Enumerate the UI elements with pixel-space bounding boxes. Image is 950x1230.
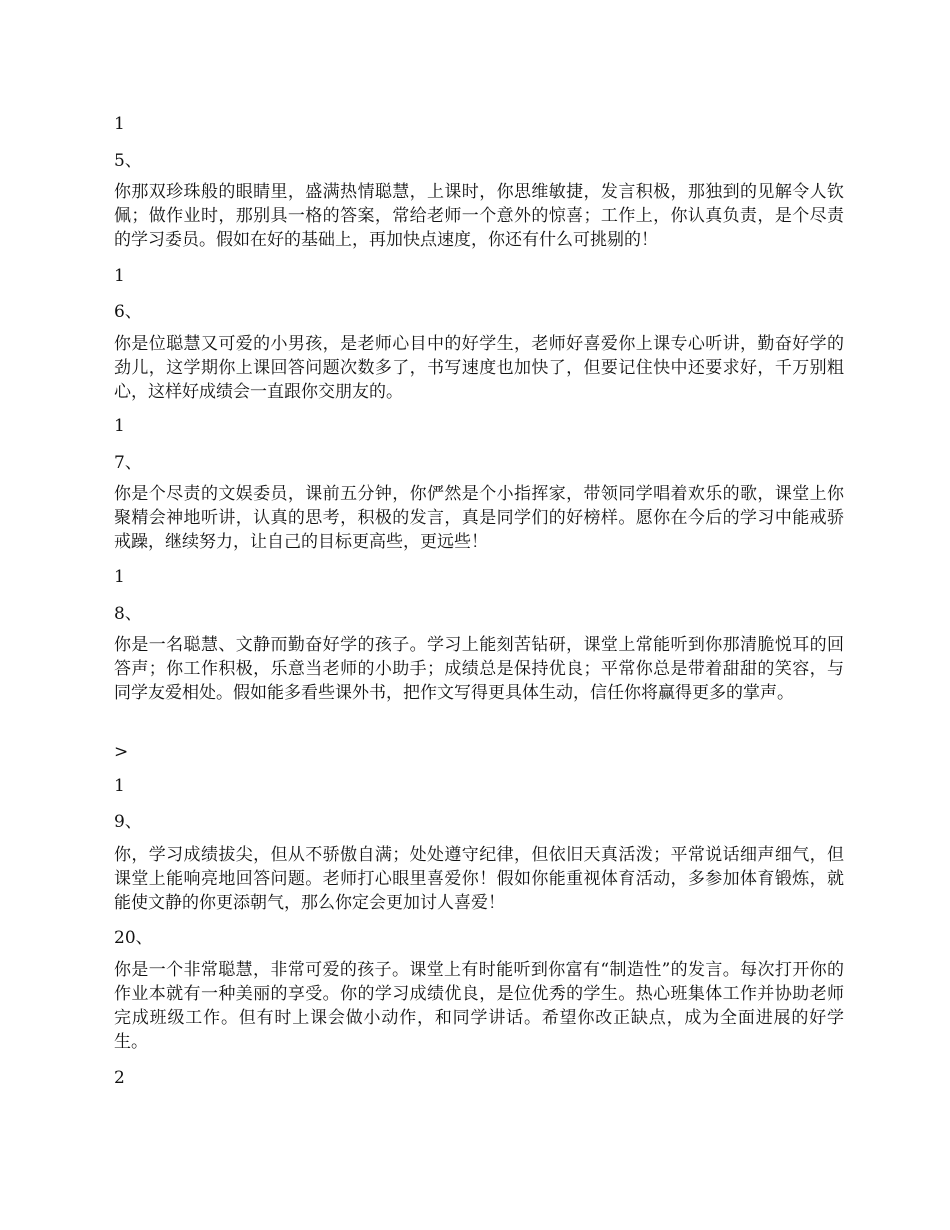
item-number-20: 20、	[114, 928, 153, 948]
page-number-line: 2	[114, 1068, 125, 1088]
comment-paragraph-7: 你是个尽责的文娱委员，课前五分钟，你俨然是个小指挥家，带领同学唱着欢乐的歌，课堂上你聚精会神地听讲，认真的思考，积极的发言，真是同学们的好榜样。愿你在今后的学习中能戒骄戒躁，继续努力，让自己的目标更高些，更远些！	[114, 484, 844, 552]
item-number-5: 5、	[114, 151, 142, 171]
item-number-8: 8、	[114, 604, 142, 624]
item-number-7: 7、	[114, 453, 142, 473]
comment-paragraph-8: 你是一名聪慧、文静而勤奋好学的孩子。学习上能刻苦钻研，课堂上常能听到你那清脆悦耳的回答声；你工作积极，乐意当老师的小助手；成绩总是保持优良；平常你总是带着甜甜的笑容，与同学友爱相处。假如能多看些课外书，把作文写得更具体生动，信任你将赢得更多的掌声。	[114, 635, 844, 703]
comment-paragraph-9: 你，学习成绩拔尖，但从不骄傲自满；处处遵守纪律，但依旧天真活泼；平常说话细声细气，但课堂上能响亮地回答问题。老师打心眼里喜爱你！假如你能重视体育活动，多参加体育锻炼，就能使文静的你更添朝气，那么你定会更加讨人喜爱！	[114, 845, 844, 913]
page-number-line: 1	[114, 114, 125, 134]
item-number-9: 9、	[114, 812, 142, 832]
separator-mark: >	[114, 742, 129, 762]
item-number-6: 6、	[114, 302, 142, 322]
page-number-line: 1	[114, 266, 125, 286]
page-number-line: 1	[114, 567, 125, 587]
page-number-line: 1	[114, 416, 125, 436]
page-number-line: 1	[114, 776, 125, 796]
comment-paragraph-5: 你那双珍珠般的眼睛里，盛满热情聪慧，上课时，你思维敏捷，发言积极，那独到的见解令人钦佩；做作业时，那别具一格的答案，常给老师一个意外的惊喜；工作上，你认真负责，是个尽责的学习委员。假如在好的基础上，再加快点速度，你还有什么可挑剔的！	[114, 182, 844, 250]
comment-paragraph-20: 你是一个非常聪慧，非常可爱的孩子。课堂上有时能听到你富有“制造性”的发言。每次打开你的作业本就有一种美丽的享受。你的学习成绩优良，是位优秀的学生。热心班集体工作并协助老师完成班级工作。但有时上课会做小动作，和同学讲话。希望你改正缺点，成为全面进展的好学生。	[114, 960, 844, 1052]
comment-paragraph-6: 你是位聪慧又可爱的小男孩，是老师心目中的好学生，老师好喜爱你上课专心听讲，勤奋好学的劲儿，这学期你上课回答问题次数多了，书写速度也加快了，但要记住快中还要求好，千万别粗心，这样好成绩会一直跟你交朋友的。	[114, 334, 844, 402]
